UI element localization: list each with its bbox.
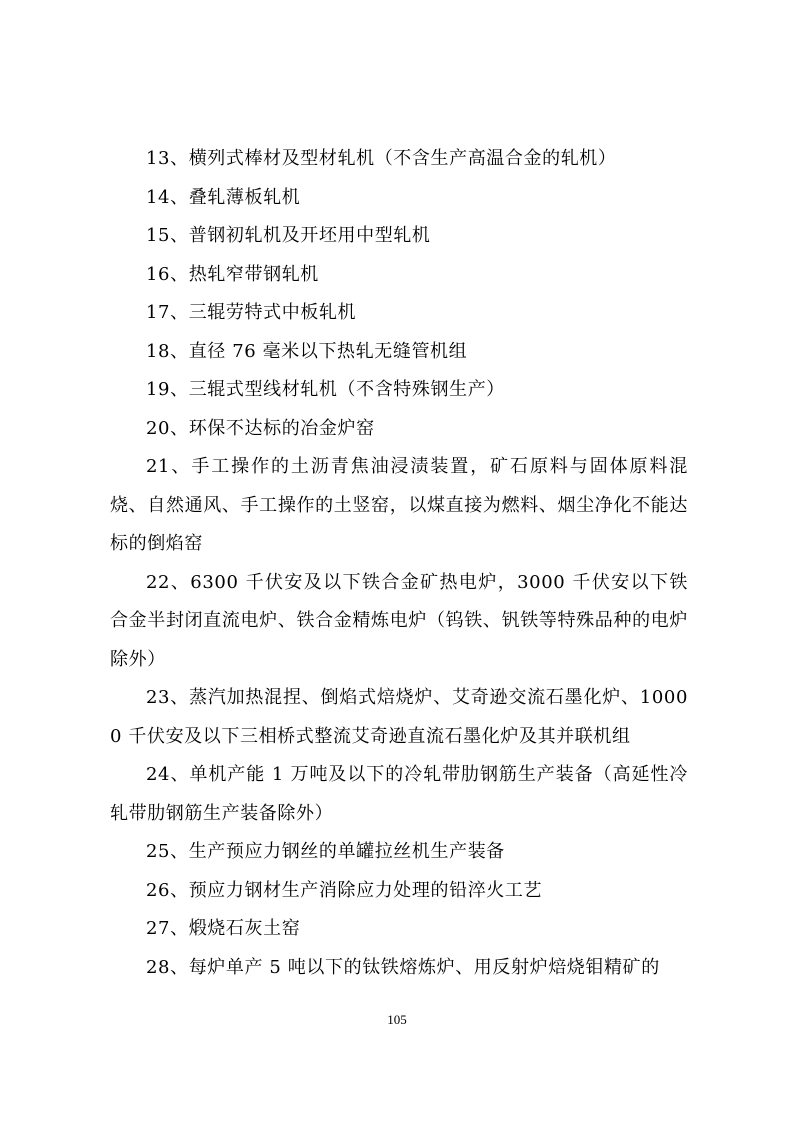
list-item-25: 25、生产预应力钢丝的单罐拉丝机生产装备: [146, 841, 505, 862]
document-body: [110, 140, 688, 987]
list-item-23: 23、蒸汽加热混捏、倒焰式焙烧炉、艾奇逊交流石墨化炉、10000 千伏安及以下三相桥式整流艾奇逊直流石墨化炉及其并联机组: [110, 687, 688, 747]
list-item-15: 15、普钢初轧机及开坯用中型轧机: [146, 225, 431, 246]
page-number: 105: [387, 1012, 407, 1027]
list-item-20: 20、环保不达标的冶金炉窑: [146, 417, 375, 439]
list-item-16: 16、热轧窄带钢轧机: [146, 263, 319, 285]
list-item-24: 24、单机产能 1 万吨及以下的冷轧带肋钢筋生产装备（高延性冷轧带肋钢筋生产装备除外）: [110, 764, 688, 824]
list-item-26: 26、预应力钢材生产消除应力处理的铅淬火工艺: [146, 879, 543, 901]
list-item-27: 27、煅烧石灰土窑: [146, 918, 301, 939]
list-item-13: 13、横列式棒材及型材轧机（不含生产高温合金的轧机）: [146, 148, 617, 169]
list-item-17: 17、三辊劳特式中板轧机: [146, 302, 357, 323]
list-item-14: 14、叠轧薄板轧机: [146, 186, 301, 208]
list-item-22: 22、6300 千伏安及以下铁合金矿热电炉，3000 千伏安以下铁合金半封闭直流电炉、铁合金精炼电炉（钨铁、钒铁等特殊品种的电炉除外）: [110, 571, 688, 670]
list-item-28: 28、每炉单产 5 吨以下的钛铁熔炼炉、用反射炉焙烧钼精矿的: [146, 956, 660, 978]
list-item-21: 21、手工操作的土沥青焦油浸渍装置，矿石原料与固体原料混烧、自然通风、手工操作的土竖窑，以煤直接为燃料、烟尘净化不能达标的倒焰窑: [110, 456, 688, 554]
list-item-19: 19、三辊式型线材轧机（不含特殊钢生产）: [146, 379, 505, 400]
list-item-18: 18、直径 76 毫米以下热轧无缝管机组: [146, 340, 468, 362]
